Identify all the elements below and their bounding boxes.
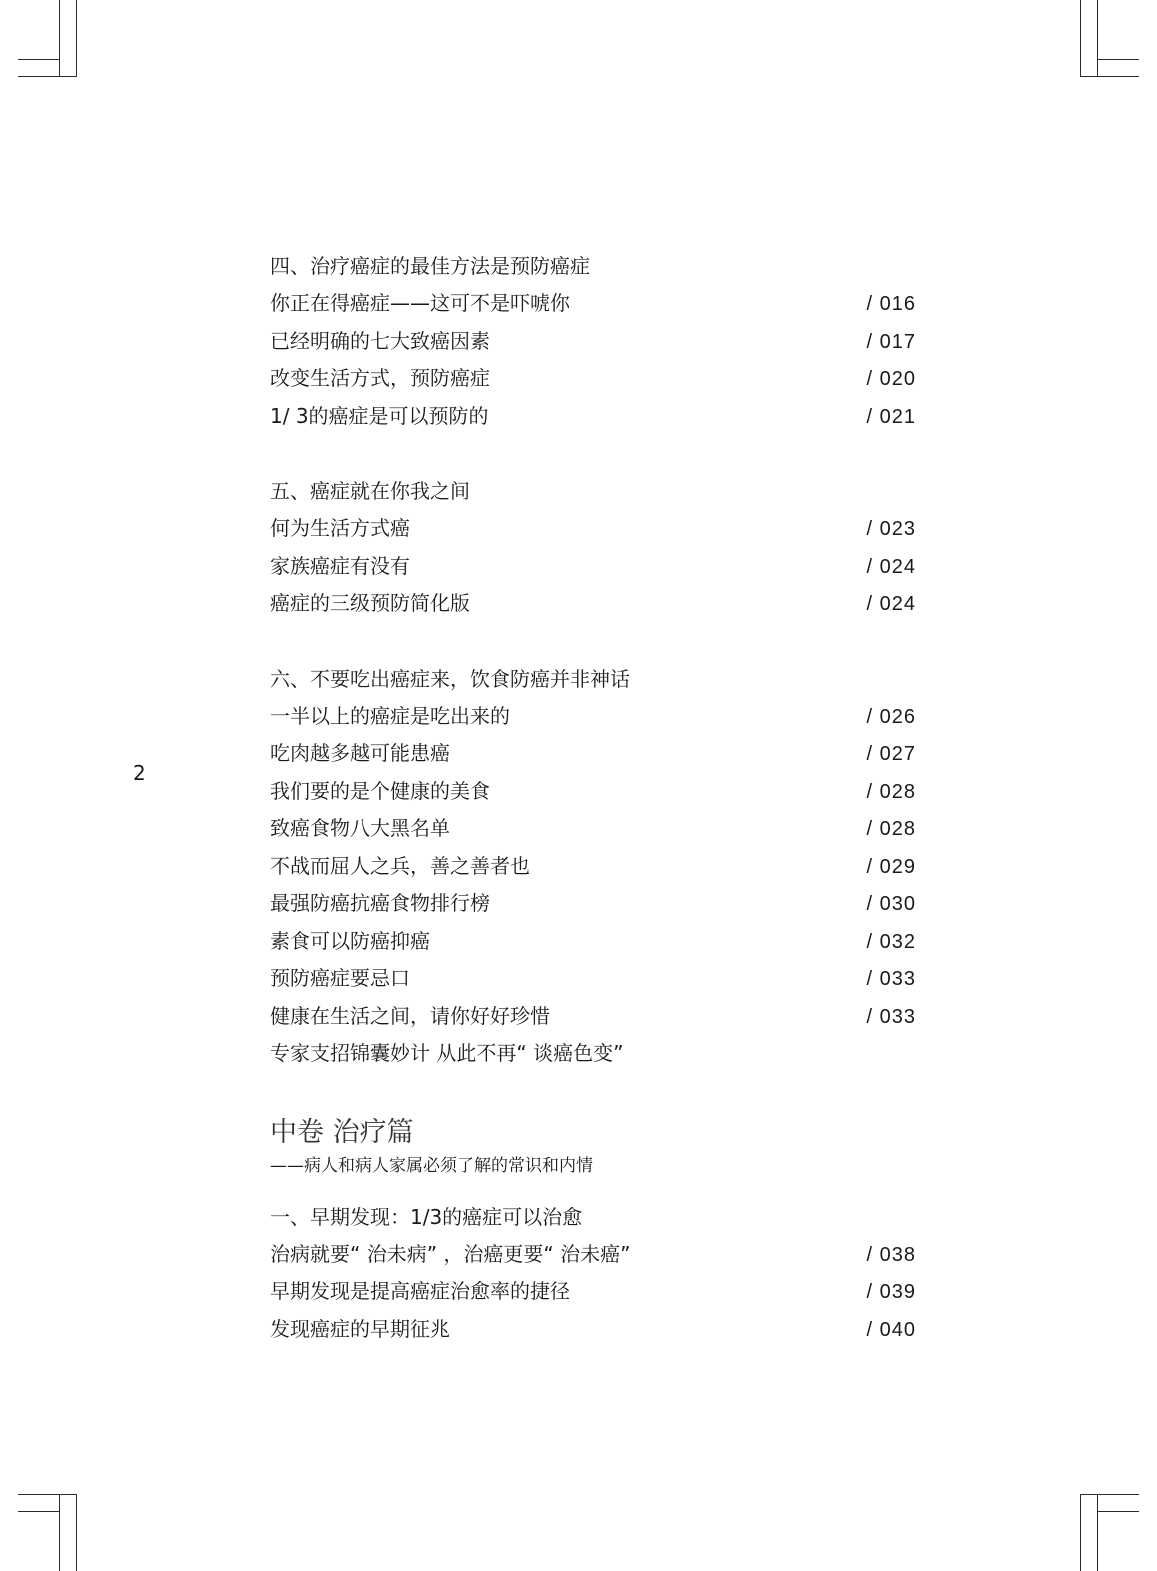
toc-entry[interactable] bbox=[270, 548, 920, 586]
toc-entry-page: / 026 bbox=[866, 705, 916, 728]
toc-entry-title: 不战而屈人之兵，善之善者也 bbox=[270, 853, 530, 878]
toc-entry-page: / 016 bbox=[866, 293, 916, 315]
toc-entry[interactable] bbox=[270, 698, 920, 736]
toc-entry-page: / 020 bbox=[866, 368, 916, 390]
toc-entry[interactable] bbox=[270, 1236, 920, 1274]
toc-entry-title: 家族癌症有没有 bbox=[270, 553, 410, 578]
toc-entry[interactable] bbox=[270, 1311, 920, 1349]
toc-entry[interactable] bbox=[270, 285, 920, 323]
toc-entry[interactable] bbox=[270, 923, 920, 961]
toc-entry-page: / 040 bbox=[866, 1318, 916, 1341]
toc-entry-page: / 021 bbox=[866, 405, 916, 428]
toc-entry[interactable] bbox=[270, 998, 920, 1036]
toc-entry-page: / 028 bbox=[866, 780, 916, 803]
toc-entry[interactable] bbox=[270, 1035, 920, 1073]
table-of-contents bbox=[270, 248, 920, 1348]
toc-entry-page: / 017 bbox=[866, 330, 916, 353]
toc-entry-page: / 027 bbox=[866, 743, 916, 765]
toc-entry-title: 已经明确的七大致癌因素 bbox=[270, 328, 490, 353]
toc-entry-title: 专家支招锦囊妙计 从此不再“ 谈癌色变” bbox=[270, 1041, 624, 1065]
toc-entry-title: 癌症的三级预防简化版 bbox=[270, 591, 470, 615]
toc-entry[interactable] bbox=[270, 735, 920, 773]
toc-entry-page: / 024 bbox=[866, 593, 916, 615]
section-heading: 六、不要吃出癌症来，饮食防癌并非神话 bbox=[270, 666, 630, 691]
section-heading: 一、早期发现：1/3的癌症可以治愈 bbox=[270, 1204, 583, 1229]
toc-entry-title: 早期发现是提高癌症治愈率的捷径 bbox=[270, 1279, 570, 1303]
toc-entry[interactable] bbox=[270, 885, 920, 923]
toc-entry-title: 你正在得癌症——这可不是吓唬你 bbox=[270, 291, 570, 315]
toc-entry-title: 素食可以防癌抑癌 bbox=[270, 928, 430, 953]
volume-subtitle: ——病人和病人家属必须了解的常识和内情 bbox=[270, 1155, 593, 1176]
toc-entry-page: / 030 bbox=[866, 893, 916, 915]
toc-entry[interactable] bbox=[270, 360, 920, 398]
toc-part-1 bbox=[270, 248, 920, 1073]
toc-entry-page: / 024 bbox=[866, 555, 916, 578]
toc-entry-page: / 028 bbox=[866, 818, 916, 840]
toc-entry-title: 健康在生活之间，请你好好珍惜 bbox=[270, 1003, 550, 1028]
toc-entry-title: 一半以上的癌症是吃出来的 bbox=[270, 703, 510, 728]
toc-entry-title: 1/ 3的癌症是可以预防的 bbox=[270, 403, 489, 428]
toc-entry-title: 何为生活方式癌 bbox=[270, 516, 410, 540]
toc-entry[interactable] bbox=[270, 398, 920, 436]
toc-entry-page: / 038 bbox=[866, 1243, 916, 1266]
toc-entry-page: / 039 bbox=[866, 1281, 916, 1303]
section-heading: 四、治疗癌症的最佳方法是预防癌症 bbox=[270, 254, 590, 278]
toc-entry[interactable] bbox=[270, 323, 920, 361]
page-number: 2 bbox=[133, 761, 146, 785]
toc-entry[interactable] bbox=[270, 810, 920, 848]
toc-entry-title: 最强防癌抗癌食物排行榜 bbox=[270, 891, 490, 915]
toc-entry-title: 我们要的是个健康的美食 bbox=[270, 778, 490, 803]
toc-entry-title: 治病就要“ 治未病” ，治癌更要“ 治未癌” bbox=[270, 1241, 631, 1266]
section-heading: 五、癌症就在你我之间 bbox=[270, 479, 470, 503]
toc-entry[interactable] bbox=[270, 585, 920, 623]
toc-entry-page: / 032 bbox=[866, 930, 916, 953]
toc-entry-title: 发现癌症的早期征兆 bbox=[270, 1316, 450, 1341]
toc-entry-page: / 023 bbox=[866, 518, 916, 540]
toc-entry-page: / 033 bbox=[866, 1005, 916, 1028]
toc-entry-title: 吃肉越多越可能患癌 bbox=[270, 741, 450, 765]
toc-entry[interactable] bbox=[270, 848, 920, 886]
toc-entry-page: / 029 bbox=[866, 855, 916, 878]
toc-entry[interactable] bbox=[270, 960, 920, 998]
toc-entry-title: 预防癌症要忌口 bbox=[270, 966, 410, 990]
volume-title: 中卷 治疗篇 bbox=[270, 1116, 414, 1148]
toc-entry[interactable] bbox=[270, 1273, 920, 1311]
toc-entry-page: / 033 bbox=[866, 968, 916, 990]
toc-entry[interactable] bbox=[270, 773, 920, 811]
toc-part-2 bbox=[270, 1199, 920, 1349]
toc-entry-title: 改变生活方式，预防癌症 bbox=[270, 366, 490, 390]
toc-entry-title: 致癌食物八大黑名单 bbox=[270, 816, 450, 840]
toc-entry[interactable] bbox=[270, 510, 920, 548]
